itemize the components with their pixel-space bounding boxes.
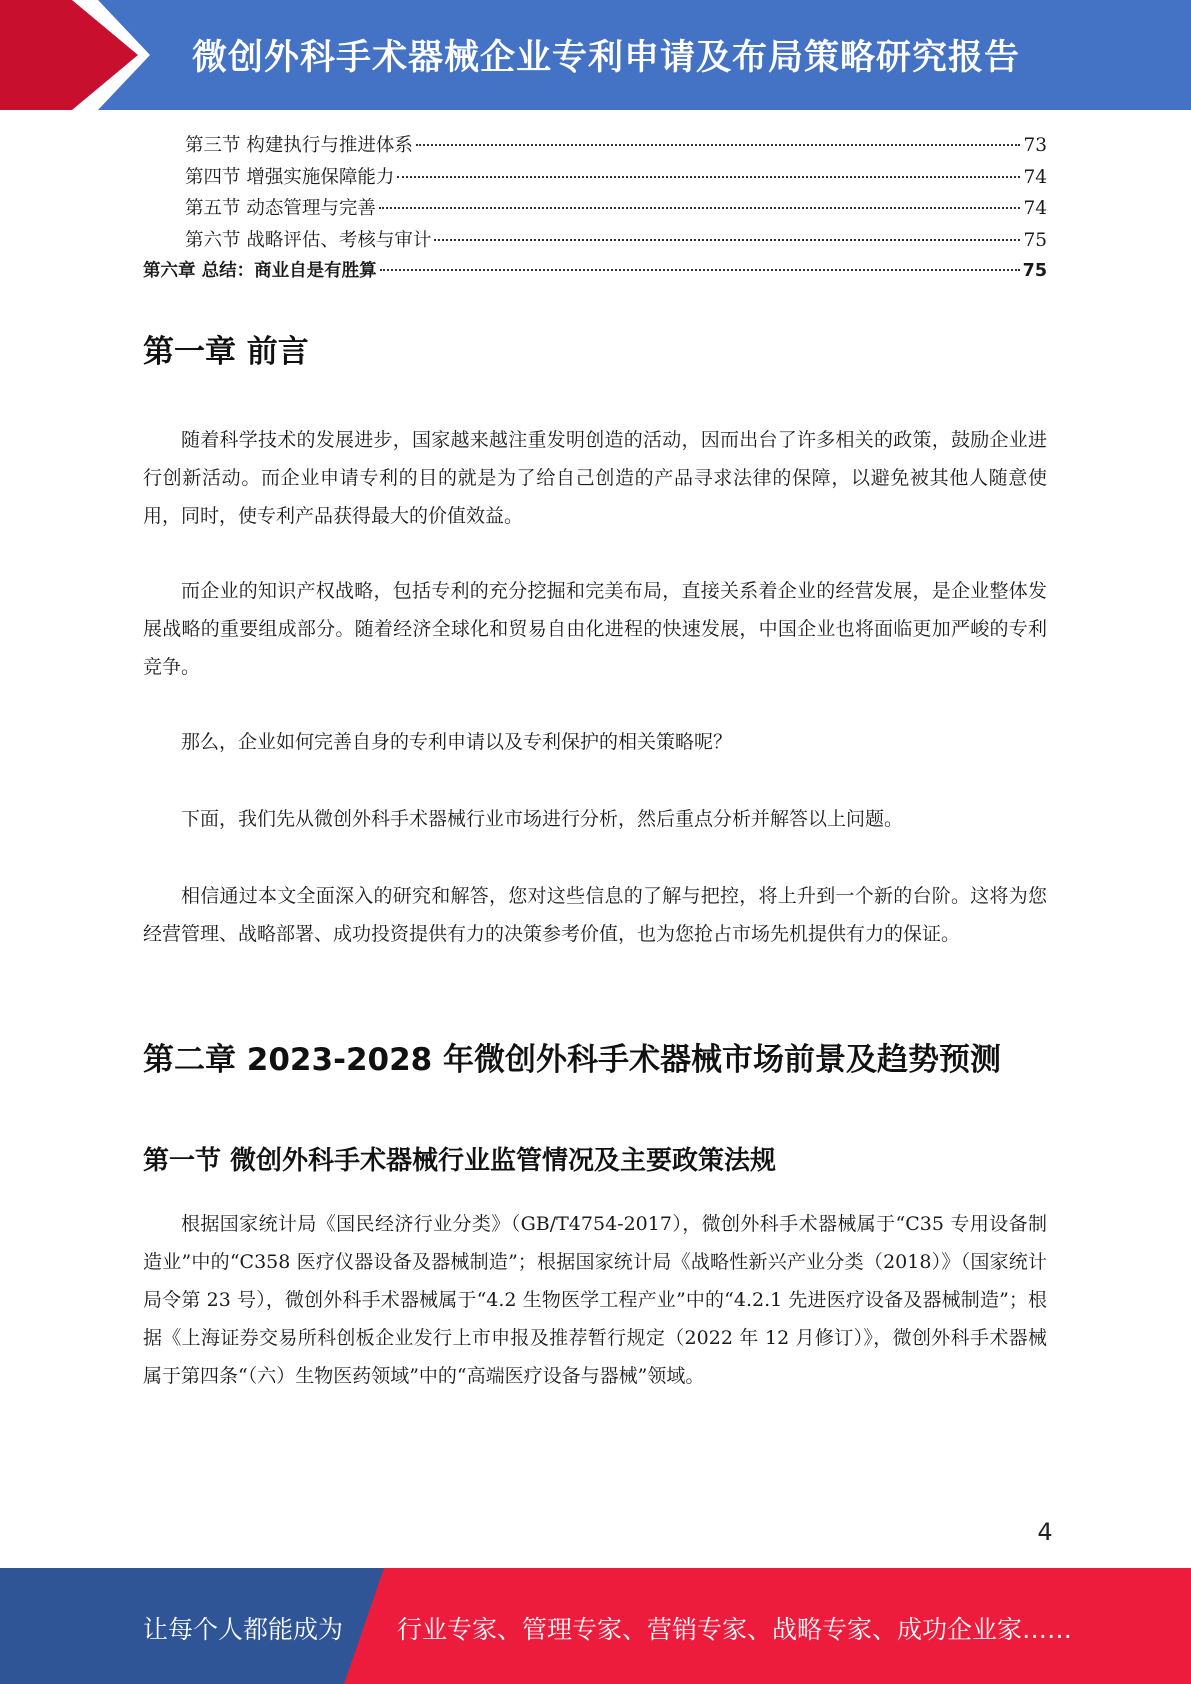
header-title: 微创外科手术器械企业专利申请及布局策略研究报告 xyxy=(192,38,1021,78)
body-paragraph: 根据国家统计局《国民经济行业分类》（GB/T4754-2017），微创外科手术器械属于“C35 专用设备制造业”中的“C358 医疗仪器设备及器械制造”；根据国家统计局《战略性新兴产业分类（2018）》（国家统计局令第 23 号），微创外科手术器械属于“4.2 生物医学工程产业”中的“4.2.1 先进医疗设备及器械制造”；根据《上海证券交易所科创板企业发行上市申报及推荐暂行规定（2022 年 12 月修订）》，微创外科手术器械属于第四条“（六）生物医药领域”中的“高端医疗设备与器械”领域。 xyxy=(143,1213,1047,1387)
toc-entry-page: 74 xyxy=(1023,166,1047,188)
toc-entry[interactable] xyxy=(143,193,1047,225)
toc-entry[interactable] xyxy=(143,225,1047,257)
toc-entry-label: 第五节 动态管理与完善 xyxy=(185,198,376,219)
footer-slogan-right: 行业专家、管理专家、营销专家、战略专家、成功企业家…… xyxy=(397,1615,1073,1644)
body-paragraph: 而企业的知识产权战略，包括专利的充分挖掘和完美布局，直接关系着企业的经营发展，是企业整体发展战略的重要组成部分。随着经济全球化和贸易自由化进程的快速发展，中国企业也将面临更加严峻的专利竞争。 xyxy=(143,580,1047,678)
toc-entry-page: 75 xyxy=(1023,229,1047,251)
footer-slogan-left: 让每个人都能成为 xyxy=(143,1615,344,1644)
toc-entry-label: 第四节 增强实施保障能力 xyxy=(185,166,395,188)
body-paragraph: 那么，企业如何完善自身的专利申请以及专利保护的相关策略呢？ xyxy=(181,731,733,753)
page-footer xyxy=(0,1568,1191,1684)
table-of-contents xyxy=(143,130,1047,288)
toc-entry-label: 第六章 总结：商业自是有胜算 xyxy=(143,261,377,281)
toc-entry-label: 第六节 战略评估、考核与审计 xyxy=(185,229,432,251)
chapter-2-heading: 第二章 2023-2028 年微创外科手术器械市场前景及趋势预测 xyxy=(143,1042,1002,1078)
toc-entry-label: 第三节 构建执行与推进体系 xyxy=(185,135,413,156)
page-number: 4 xyxy=(1037,1518,1053,1546)
toc-entry-page: 75 xyxy=(1022,261,1047,281)
toc-entry-page: 73 xyxy=(1023,135,1047,156)
toc-leader-dots xyxy=(380,269,1020,271)
toc-entry-chapter[interactable] xyxy=(143,256,1047,288)
chapter-1-heading: 第一章 前言 xyxy=(143,334,309,370)
body-paragraph: 相信通过本文全面深入的研究和解答，您对这些信息的了解与把控，将上升到一个新的台阶。这将为您经营管理、战略部署、成功投资提供有力的决策参考价值，也为您抢占市场先机提供有力的保证。 xyxy=(143,885,1047,945)
body-paragraph: 随着科学技术的发展进步，国家越来越注重发明创造的活动，因而出台了许多相关的政策，鼓励企业进行创新活动。而企业申请专利的目的就是为了给自己创造的产品寻求法律的保障，以避免被其他人随意使用，同时，使专利产品获得最大的价值效益。 xyxy=(143,429,1047,527)
body-paragraph: 下面，我们先从微创外科手术器械行业市场进行分析，然后重点分析并解答以上问题。 xyxy=(181,808,904,830)
toc-leader-dots xyxy=(397,176,1020,178)
toc-entry[interactable] xyxy=(143,162,1047,194)
toc-entry-page: 74 xyxy=(1023,198,1047,219)
toc-leader-dots xyxy=(434,239,1020,241)
toc-leader-dots xyxy=(379,207,1021,209)
toc-leader-dots xyxy=(416,144,1021,146)
page-header xyxy=(0,0,1191,110)
toc-entry[interactable] xyxy=(143,130,1047,162)
section-1-heading: 第一节 微创外科手术器械行业监管情况及主要政策法规 xyxy=(143,1146,777,1176)
